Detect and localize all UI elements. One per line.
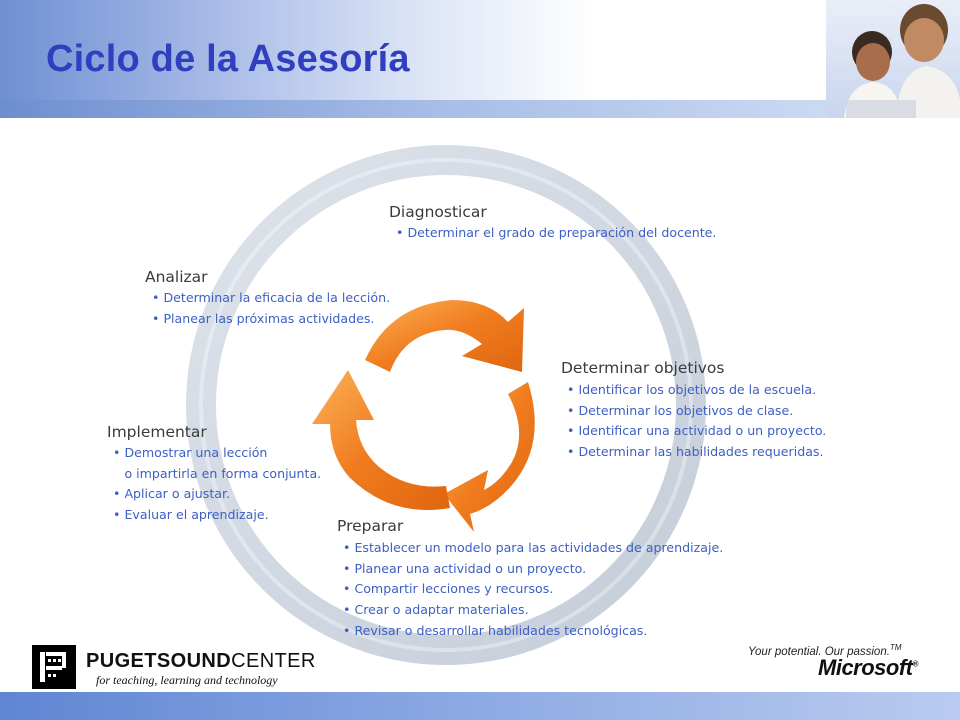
list-item: • Determinar el grado de preparación del docente. [396, 225, 717, 240]
list-item: • Demostrar una lección [113, 445, 268, 460]
stage-bullets-preparar [343, 538, 723, 642]
list-item: • Compartir lecciones y recursos. [343, 581, 554, 597]
list-item: • Planear una actividad o un proyecto. [343, 560, 587, 576]
stage-bullets-determinar-objetivos [567, 380, 826, 463]
arrow-right [444, 382, 535, 532]
stage-title-determinar-objetivos: Determinar objetivos [561, 359, 725, 377]
stage-title-implementar: Implementar [107, 423, 207, 441]
org-name: PUGETSOUNDCENTER [86, 650, 316, 672]
org-tagline: for teaching, learning and technology [96, 673, 278, 687]
arrow-left [312, 370, 450, 510]
list-item: • Establecer un modelo para las actividades de aprendizaje. [343, 540, 724, 555]
stage-bullets-analizar [152, 288, 390, 329]
stage-bullets-implementar [113, 443, 321, 526]
list-item: • Evaluar el aprendizaje. [113, 507, 269, 523]
stage-bullets-diagnosticar [396, 223, 716, 244]
stage-title-diagnosticar: Diagnosticar [389, 203, 487, 221]
list-item: • Crear o adaptar materiales. [343, 602, 529, 618]
list-item: • Determinar la eficacia de la lección. [152, 290, 391, 305]
footer-bar [0, 692, 960, 720]
list-item: • Identificar una actividad o un proyecto. [567, 423, 827, 439]
list-item: • Revisar o desarrollar habilidades tecnológicas. [343, 622, 648, 638]
list-item: • Aplicar o ajustar. [113, 486, 231, 502]
slide-title: Ciclo de la Asesoría [46, 38, 410, 80]
recycle-arrows-icon [312, 300, 535, 532]
stage-title-preparar: Preparar [337, 517, 404, 535]
brand-slogan: Your potential. Our passion.™ [748, 643, 902, 658]
microsoft-logo: Microsoft® [818, 655, 918, 680]
list-item: • Determinar las habilidades requeridas. [567, 444, 824, 460]
pugetsound-logo-icon [32, 645, 76, 689]
list-item: • Planear las próximas actividades. [152, 310, 375, 326]
list-item: o impartirla en forma conjunta. [124, 465, 322, 481]
list-item: • Determinar los objetivos de clase. [567, 402, 794, 418]
stage-title-analizar: Analizar [145, 268, 208, 286]
list-item: • Identificar los objetivos de la escuela. [567, 382, 817, 397]
